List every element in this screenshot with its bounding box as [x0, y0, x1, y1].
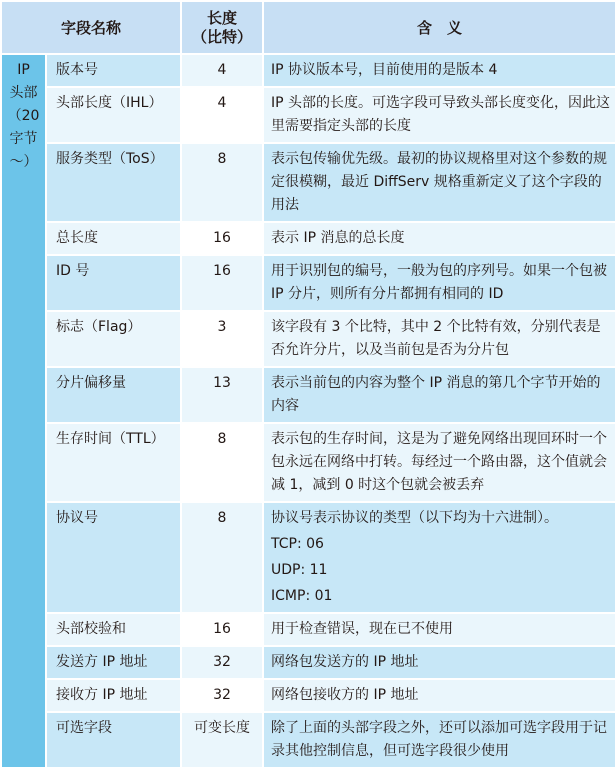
- length-cell: 16: [181, 222, 263, 255]
- table-row: [1, 222, 615, 255]
- length-cell: 13: [181, 367, 263, 423]
- protocol-description: 协议号表示协议的类型（以下均为十六进制）。: [271, 510, 559, 526]
- table-row: [1, 367, 615, 423]
- field-name-cell: 版本号: [46, 54, 181, 87]
- field-name-cell: 服务类型（ToS）: [46, 143, 181, 222]
- length-cell: 32: [181, 679, 263, 712]
- field-name-cell: 标志（Flag）: [46, 311, 181, 367]
- table-row: [1, 87, 615, 143]
- length-cell: 32: [181, 646, 263, 679]
- description-cell: 表示包的生存时间，这是为了避免网络出现回环时一个包永远在网络中打转。每经过一个路由器，这个值就会减 1，减到 0 时这个包就会被丢弃: [263, 423, 615, 502]
- length-cell: 8: [181, 502, 263, 613]
- table-row: [1, 679, 615, 712]
- description-cell: 网络包发送方的 IP 地址: [263, 646, 615, 679]
- protocol-code-tcp: TCP: 06: [271, 536, 324, 552]
- protocol-code-udp: UDP: 11: [271, 562, 328, 578]
- length-cell: 16: [181, 613, 263, 646]
- table-row: [1, 143, 615, 222]
- field-name-cell: ID 号: [46, 255, 181, 311]
- length-cell: 3: [181, 311, 263, 367]
- description-cell: IP 协议版本号，目前使用的是版本 4: [263, 54, 615, 87]
- field-name-cell: 头部校验和: [46, 613, 181, 646]
- description-cell: 除了上面的头部字段之外，还可以添加可选字段用于记录其他控制信息，但可选字段很少使用: [263, 712, 615, 768]
- length-header-line2: （比特）: [192, 27, 253, 46]
- group-label-line: 头部: [9, 85, 38, 101]
- description-cell: 用于识别包的编号，一般为包的序列号。如果一个包被 IP 分片，则所有分片都拥有相同的 ID: [263, 255, 615, 311]
- length-cell: 8: [181, 423, 263, 502]
- description-cell: 该字段有 3 个比特，其中 2 个比特有效，分别代表是否允许分片，以及当前包是否为分片包: [263, 311, 615, 367]
- group-label-line: （20: [7, 108, 40, 124]
- field-name-cell: 发送方 IP 地址: [46, 646, 181, 679]
- table-row: [1, 311, 615, 367]
- table-row: [1, 712, 615, 768]
- table-row: [1, 255, 615, 311]
- table-row: [1, 646, 615, 679]
- field-name-header: 字段名称: [1, 1, 181, 54]
- length-cell: 可变长度: [181, 712, 263, 768]
- length-cell: 16: [181, 255, 263, 311]
- field-name-cell: 头部长度（IHL）: [46, 87, 181, 143]
- table-row: [1, 502, 615, 613]
- length-cell: 4: [181, 54, 263, 87]
- table-row: [1, 423, 615, 502]
- table-row: [1, 54, 615, 87]
- description-cell: IP 头部的长度。可选字段可导致头部长度变化，因此这里需要指定头部的长度: [263, 87, 615, 143]
- description-cell: [263, 502, 615, 613]
- length-cell: 4: [181, 87, 263, 143]
- field-name-cell: 协议号: [46, 502, 181, 613]
- description-cell: 表示包传输优先级。最初的协议规格里对这个参数的规定很模糊，最近 DiffServ 规格重新定义了这个字段的用法: [263, 143, 615, 222]
- description-cell: 表示 IP 消息的总长度: [263, 222, 615, 255]
- table-row: [1, 613, 615, 646]
- description-cell: 表示当前包的内容为整个 IP 消息的第几个字节开始的内容: [263, 367, 615, 423]
- group-label-line: 字节: [9, 131, 38, 147]
- group-label-line: ～）: [9, 154, 38, 170]
- meaning-header: 含 义: [263, 1, 615, 54]
- field-name-cell: 分片偏移量: [46, 367, 181, 423]
- description-cell: 网络包接收方的 IP 地址: [263, 679, 615, 712]
- length-cell: 8: [181, 143, 263, 222]
- length-header-line1: 长度: [207, 8, 238, 27]
- field-name-cell: 可选字段: [46, 712, 181, 768]
- field-name-cell: 总长度: [46, 222, 181, 255]
- length-header: [181, 1, 263, 54]
- field-name-cell: 接收方 IP 地址: [46, 679, 181, 712]
- field-name-cell: 生存时间（TTL）: [46, 423, 181, 502]
- protocol-code-icmp: ICMP: 01: [271, 588, 333, 604]
- table-header-row: [1, 1, 615, 54]
- ip-header-group-label: [1, 54, 46, 768]
- group-label-line: IP: [17, 62, 30, 78]
- description-cell: 用于检查错误，现在已不使用: [263, 613, 615, 646]
